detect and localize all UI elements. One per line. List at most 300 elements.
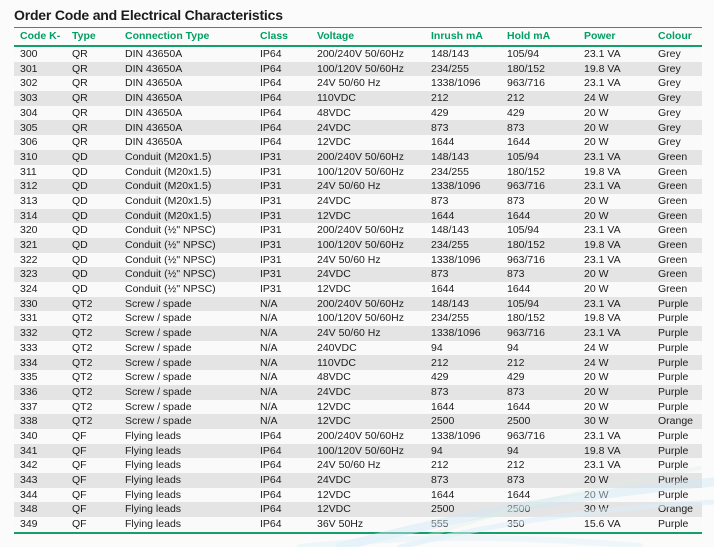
table-row	[14, 458, 702, 473]
table-cell: 1338/1096	[431, 327, 481, 340]
table-cell: QF	[72, 459, 87, 472]
table-cell: 24V 50/60 Hz	[317, 77, 381, 90]
table-cell: 180/152	[507, 62, 545, 75]
table-cell: 105/94	[507, 48, 540, 61]
table-cell: 963/716	[507, 429, 545, 442]
table-cell: QD	[72, 239, 88, 252]
table-cell: IP31	[260, 180, 282, 193]
table-cell: 304	[20, 106, 38, 119]
table-cell: 312	[20, 180, 38, 193]
table-cell: 23.1 VA	[584, 77, 621, 90]
table-cell: N/A	[260, 371, 278, 384]
table-cell: 349	[20, 518, 38, 531]
table-cell: Conduit (½" NPSC)	[125, 224, 216, 237]
table-cell: 2500	[507, 415, 531, 428]
table-row	[14, 488, 702, 503]
table-row	[14, 355, 702, 370]
table-cell: QF	[72, 488, 87, 501]
order-table-wrap	[14, 27, 702, 534]
table-cell: DIN 43650A	[125, 136, 183, 149]
table-cell: N/A	[260, 356, 278, 369]
table-cell: 320	[20, 224, 38, 237]
table-cell: 873	[431, 121, 449, 134]
order-code-table	[14, 27, 702, 534]
table-cell: 873	[507, 385, 525, 398]
table-cell: 94	[431, 444, 443, 457]
table-cell: 94	[431, 341, 443, 354]
table-cell: 963/716	[507, 253, 545, 266]
table-cell: QR	[72, 92, 88, 105]
table-cell: 342	[20, 459, 38, 472]
table-cell: 100/120V 50/60Hz	[317, 444, 404, 457]
table-cell: 1644	[507, 136, 531, 149]
table-row	[14, 209, 702, 224]
table-cell: 963/716	[507, 327, 545, 340]
table-cell: 338	[20, 415, 38, 428]
table-cell: 332	[20, 327, 38, 340]
table-cell: 200/240V 50/60Hz	[317, 150, 404, 163]
table-cell: IP31	[260, 194, 282, 207]
table-cell: QD	[72, 165, 88, 178]
table-cell: 429	[507, 371, 525, 384]
table-cell: Green	[658, 150, 688, 163]
table-cell: QF	[72, 503, 87, 516]
table-cell: IP31	[260, 224, 282, 237]
table-cell: QT2	[72, 356, 93, 369]
table-cell: Green	[658, 165, 688, 178]
table-cell: Flying leads	[125, 429, 182, 442]
table-cell: QR	[72, 62, 88, 75]
table-row	[14, 150, 702, 165]
table-cell: Purple	[658, 444, 689, 457]
table-cell: 23.1 VA	[584, 48, 621, 61]
table-cell: 105/94	[507, 224, 540, 237]
table-cell: 2500	[431, 415, 455, 428]
table-cell: Flying leads	[125, 488, 182, 501]
table-cell: 873	[507, 194, 525, 207]
table-cell: 341	[20, 444, 38, 457]
table-cell: 429	[507, 106, 525, 119]
table-cell: 1644	[507, 400, 531, 413]
table-cell: 873	[507, 121, 525, 134]
table-cell: Grey	[658, 106, 681, 119]
table-cell: 20 W	[584, 371, 609, 384]
table-cell: 20 W	[584, 488, 609, 501]
table-cell: Purple	[658, 429, 689, 442]
table-cell: 873	[431, 385, 449, 398]
table-cell: 873	[507, 474, 525, 487]
table-cell: Purple	[658, 312, 689, 325]
table-cell: IP31	[260, 283, 282, 296]
table-cell: 12VDC	[317, 136, 351, 149]
table-cell: 12VDC	[317, 400, 351, 413]
table-cell: Conduit (M20x1.5)	[125, 150, 212, 163]
table-cell: Grey	[658, 136, 681, 149]
table-cell: 19.8 VA	[584, 165, 621, 178]
table-cell: 212	[507, 356, 525, 369]
table-row	[14, 414, 702, 429]
table-cell: 23.1 VA	[584, 297, 621, 310]
column-header-class: Class	[254, 28, 311, 47]
table-cell: 2500	[431, 503, 455, 516]
table-cell: 1644	[431, 136, 455, 149]
table-cell: Purple	[658, 518, 689, 531]
table-cell: 334	[20, 356, 38, 369]
table-cell: IP64	[260, 518, 282, 531]
table-cell: 19.8 VA	[584, 444, 621, 457]
table-cell: Green	[658, 209, 688, 222]
table-cell: 180/152	[507, 239, 545, 252]
column-header-voltage: Voltage	[311, 28, 425, 47]
table-cell: 348	[20, 503, 38, 516]
table-cell: 873	[431, 194, 449, 207]
table-cell: Screw / spade	[125, 312, 192, 325]
table-cell: 301	[20, 62, 38, 75]
table-row	[14, 341, 702, 356]
table-cell: 212	[431, 356, 449, 369]
table-cell: 1338/1096	[431, 77, 481, 90]
table-cell: 337	[20, 400, 38, 413]
table-cell: Purple	[658, 488, 689, 501]
table-cell: 100/120V 50/60Hz	[317, 62, 404, 75]
table-row	[14, 267, 702, 282]
table-cell: 200/240V 50/60Hz	[317, 297, 404, 310]
table-cell: 24VDC	[317, 474, 351, 487]
table-cell: QT2	[72, 400, 93, 413]
table-cell: Conduit (½" NPSC)	[125, 268, 216, 281]
table-cell: 20 W	[584, 194, 609, 207]
table-body	[14, 46, 702, 533]
table-cell: 1644	[507, 283, 531, 296]
table-cell: 24VDC	[317, 268, 351, 281]
table-cell: 1644	[507, 488, 531, 501]
table-cell: 24V 50/60 Hz	[317, 180, 381, 193]
table-cell: 344	[20, 488, 38, 501]
table-cell: 20 W	[584, 400, 609, 413]
table-row	[14, 46, 702, 62]
table-cell: 200/240V 50/60Hz	[317, 429, 404, 442]
table-cell: 555	[431, 518, 449, 531]
table-cell: 1338/1096	[431, 253, 481, 266]
table-cell: 105/94	[507, 297, 540, 310]
table-cell: N/A	[260, 327, 278, 340]
table-cell: 148/143	[431, 48, 469, 61]
table-cell: QF	[72, 474, 87, 487]
table-cell: 23.1 VA	[584, 327, 621, 340]
table-cell: 24V 50/60 Hz	[317, 459, 381, 472]
table-cell: 302	[20, 77, 38, 90]
table-cell: 48VDC	[317, 371, 351, 384]
table-cell: 429	[431, 371, 449, 384]
table-cell: Purple	[658, 356, 689, 369]
table-row	[14, 326, 702, 341]
table-cell: 212	[431, 459, 449, 472]
table-cell: 20 W	[584, 209, 609, 222]
table-cell: 24V 50/60 Hz	[317, 253, 381, 266]
table-cell: 322	[20, 253, 38, 266]
table-cell: 331	[20, 312, 38, 325]
table-cell: QT2	[72, 297, 93, 310]
table-cell: Purple	[658, 400, 689, 413]
table-cell: IP64	[260, 503, 282, 516]
table-cell: IP64	[260, 136, 282, 149]
table-row	[14, 370, 702, 385]
table-cell: Green	[658, 180, 688, 193]
table-cell: 314	[20, 209, 38, 222]
table-cell: N/A	[260, 385, 278, 398]
table-cell: 24V 50/60 Hz	[317, 327, 381, 340]
table-cell: 23.1 VA	[584, 429, 621, 442]
table-row	[14, 194, 702, 209]
table-cell: QR	[72, 121, 88, 134]
table-cell: 343	[20, 474, 38, 487]
table-cell: 180/152	[507, 165, 545, 178]
table-cell: 19.8 VA	[584, 239, 621, 252]
table-cell: Purple	[658, 341, 689, 354]
table-cell: 234/255	[431, 312, 469, 325]
table-cell: IP64	[260, 444, 282, 457]
table-row	[14, 223, 702, 238]
table-cell: 148/143	[431, 297, 469, 310]
table-cell: 2500	[507, 503, 531, 516]
table-cell: 94	[507, 341, 519, 354]
table-cell: QT2	[72, 312, 93, 325]
table-cell: IP31	[260, 165, 282, 178]
table-row	[14, 165, 702, 180]
table-cell: QR	[72, 48, 88, 61]
table-row	[14, 473, 702, 488]
table-cell: IP31	[260, 268, 282, 281]
table-cell: 110VDC	[317, 356, 356, 369]
table-cell: N/A	[260, 400, 278, 413]
table-cell: QD	[72, 194, 88, 207]
table-cell: Conduit (M20x1.5)	[125, 180, 212, 193]
table-row	[14, 238, 702, 253]
table-cell: 20 W	[584, 283, 609, 296]
table-cell: 30 W	[584, 415, 609, 428]
table-cell: 200/240V 50/60Hz	[317, 48, 404, 61]
table-cell: QD	[72, 224, 88, 237]
table-cell: 12VDC	[317, 488, 351, 501]
table-row	[14, 253, 702, 268]
table-cell: DIN 43650A	[125, 92, 183, 105]
table-cell: QT2	[72, 371, 93, 384]
table-row	[14, 297, 702, 312]
table-row	[14, 135, 702, 150]
table-cell: Grey	[658, 121, 681, 134]
table-cell: DIN 43650A	[125, 121, 183, 134]
table-cell: IP31	[260, 239, 282, 252]
table-cell: 330	[20, 297, 38, 310]
table-cell: QF	[72, 444, 87, 457]
table-cell: Purple	[658, 474, 689, 487]
table-cell: 234/255	[431, 239, 469, 252]
table-cell: 323	[20, 268, 38, 281]
column-header-type: Type	[66, 28, 119, 47]
table-cell: 240VDC	[317, 341, 357, 354]
table-cell: 321	[20, 239, 38, 252]
table-cell: Conduit (½" NPSC)	[125, 283, 216, 296]
table-cell: 310	[20, 150, 38, 163]
table-cell: 1644	[431, 400, 455, 413]
table-cell: Grey	[658, 77, 681, 90]
table-cell: IP64	[260, 77, 282, 90]
table-cell: 234/255	[431, 165, 469, 178]
table-cell: Flying leads	[125, 444, 182, 457]
table-cell: QT2	[72, 327, 93, 340]
table-cell: Screw / spade	[125, 341, 192, 354]
table-cell: 305	[20, 121, 38, 134]
table-cell: IP31	[260, 150, 282, 163]
table-cell: QD	[72, 283, 88, 296]
table-cell: 333	[20, 341, 38, 354]
table-cell: 306	[20, 136, 38, 149]
table-header-row	[14, 28, 702, 47]
table-cell: 20 W	[584, 474, 609, 487]
table-cell: 1644	[431, 283, 455, 296]
table-cell: DIN 43650A	[125, 48, 183, 61]
column-header-power: Power	[578, 28, 652, 47]
table-cell: 311	[20, 165, 37, 178]
table-cell: 48VDC	[317, 106, 351, 119]
table-row	[14, 502, 702, 517]
table-cell: Purple	[658, 385, 689, 398]
table-cell: QR	[72, 136, 88, 149]
table-cell: Purple	[658, 459, 689, 472]
table-cell: QD	[72, 209, 88, 222]
table-cell: 20 W	[584, 268, 609, 281]
page-title: Order Code and Electrical Characteristics	[14, 7, 283, 23]
table-row	[14, 106, 702, 121]
table-cell: QF	[72, 518, 87, 531]
table-row	[14, 400, 702, 415]
table-cell: Grey	[658, 92, 681, 105]
table-cell: DIN 43650A	[125, 106, 183, 119]
table-cell: Screw / spade	[125, 415, 192, 428]
table-cell: QD	[72, 180, 88, 193]
table-cell: 212	[431, 92, 449, 105]
table-cell: 148/143	[431, 224, 469, 237]
table-cell: 20 W	[584, 385, 609, 398]
table-cell: Grey	[658, 62, 681, 75]
table-cell: 105/94	[507, 150, 540, 163]
table-cell: 20 W	[584, 136, 609, 149]
table-cell: Purple	[658, 297, 689, 310]
table-cell: Conduit (M20x1.5)	[125, 209, 212, 222]
table-cell: Screw / spade	[125, 297, 192, 310]
table-cell: N/A	[260, 297, 278, 310]
table-cell: IP64	[260, 121, 282, 134]
table-cell: 23.1 VA	[584, 459, 621, 472]
table-cell: Green	[658, 253, 688, 266]
table-row	[14, 517, 702, 533]
table-cell: 24 W	[584, 341, 609, 354]
table-row	[14, 62, 702, 77]
table-cell: 336	[20, 385, 38, 398]
table-cell: 324	[20, 283, 38, 296]
table-cell: 429	[431, 106, 449, 119]
table-cell: 873	[431, 268, 449, 281]
table-cell: 873	[431, 474, 449, 487]
table-cell: QT2	[72, 385, 93, 398]
table-cell: 19.8 VA	[584, 312, 621, 325]
table-cell: Screw / spade	[125, 356, 192, 369]
table-cell: 12VDC	[317, 209, 351, 222]
table-cell: 23.1 VA	[584, 150, 621, 163]
table-cell: 30 W	[584, 503, 609, 516]
table-cell: 350	[507, 518, 525, 531]
table-cell: IP64	[260, 92, 282, 105]
table-cell: IP31	[260, 209, 282, 222]
table-cell: Conduit (½" NPSC)	[125, 253, 216, 266]
table-cell: Green	[658, 239, 688, 252]
column-header-hold-ma: Hold mA	[501, 28, 578, 47]
table-cell: 1644	[431, 488, 455, 501]
table-cell: Green	[658, 268, 688, 281]
table-cell: IP64	[260, 106, 282, 119]
column-header-inrush-ma: Inrush mA	[425, 28, 501, 47]
table-cell: Flying leads	[125, 474, 182, 487]
table-cell: 23.1 VA	[584, 180, 621, 193]
table-cell: 94	[507, 444, 519, 457]
table-cell: IP64	[260, 474, 282, 487]
table-cell: IP64	[260, 429, 282, 442]
table-cell: Green	[658, 194, 688, 207]
table-cell: 100/120V 50/60Hz	[317, 239, 404, 252]
table-cell: 335	[20, 371, 38, 384]
table-cell: Screw / spade	[125, 327, 192, 340]
table-cell: QT2	[72, 341, 93, 354]
table-cell: DIN 43650A	[125, 77, 183, 90]
table-cell: 12VDC	[317, 415, 351, 428]
table-cell: QR	[72, 77, 88, 90]
table-cell: Orange	[658, 503, 694, 516]
table-cell: QD	[72, 268, 88, 281]
table-cell: 24VDC	[317, 121, 351, 134]
table-header	[14, 28, 702, 47]
table-cell: 100/120V 50/60Hz	[317, 165, 404, 178]
table-row	[14, 385, 702, 400]
column-header-connection-type: Connection Type	[119, 28, 254, 47]
table-cell: 24VDC	[317, 194, 351, 207]
table-cell: 19.8 VA	[584, 62, 621, 75]
table-cell: QD	[72, 150, 88, 163]
table-cell: Green	[658, 224, 688, 237]
table-cell: Conduit (M20x1.5)	[125, 194, 212, 207]
table-cell: N/A	[260, 415, 278, 428]
table-cell: QR	[72, 106, 88, 119]
table-cell: 148/143	[431, 150, 469, 163]
table-cell: Grey	[658, 48, 681, 61]
table-cell: Screw / spade	[125, 385, 192, 398]
table-cell: Screw / spade	[125, 400, 192, 413]
table-cell: Orange	[658, 415, 694, 428]
table-cell: 1338/1096	[431, 429, 481, 442]
table-cell: 12VDC	[317, 283, 351, 296]
table-row	[14, 444, 702, 459]
table-cell: Conduit (½" NPSC)	[125, 239, 216, 252]
table-cell: 24VDC	[317, 385, 351, 398]
table-row	[14, 429, 702, 444]
table-row	[14, 120, 702, 135]
table-cell: 110VDC	[317, 92, 356, 105]
table-cell: 12VDC	[317, 503, 351, 516]
table-cell: Flying leads	[125, 459, 182, 472]
table-cell: IP64	[260, 48, 282, 61]
table-cell: 1644	[431, 209, 455, 222]
table-cell: Green	[658, 283, 688, 296]
table-cell: 24 W	[584, 356, 609, 369]
